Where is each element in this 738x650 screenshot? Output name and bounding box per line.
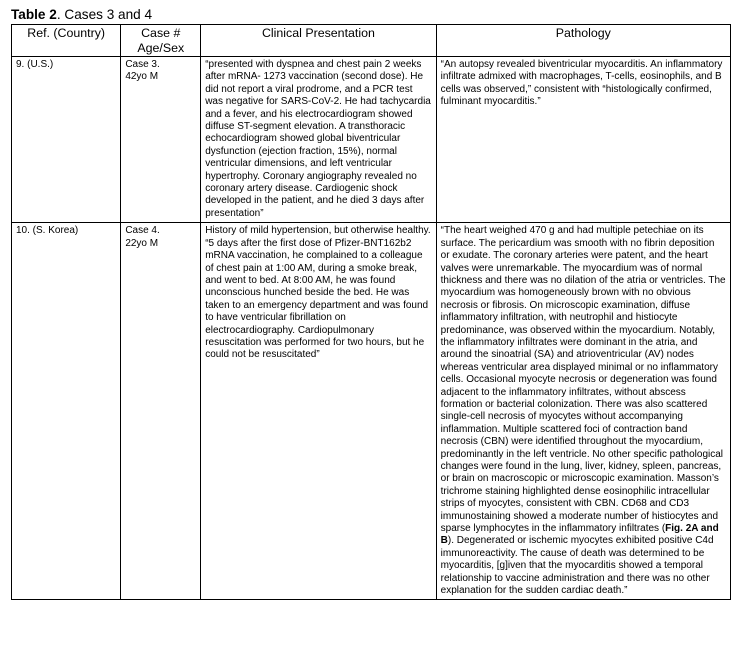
table-caption-text: . Cases 3 and 4 (56, 7, 153, 22)
header-case-line2: Age/Sex (137, 40, 185, 55)
cell-pathology (436, 223, 730, 600)
table-row (12, 223, 731, 600)
header-case-age-sex (121, 25, 201, 57)
pathology-text: “An autopsy revealed biventricular myocarditis. An inflammatory infiltrate admixed with macrophages, T-cells, eosinophils, and B cells was observed,” consistent with “histologically confirmed, fulminant myocarditis.” (440, 59, 723, 108)
cell-case-number: Case 4. (125, 225, 160, 237)
header-ref-country: Ref. (Country) (12, 25, 121, 57)
cell-ref: 9. (U.S.) (12, 57, 121, 223)
header-case-line1: Case # (141, 26, 181, 40)
cell-age-sex: 22yo M (125, 237, 159, 249)
table-caption (11, 6, 738, 24)
cell-ref: 10. (S. Korea) (12, 223, 121, 600)
cases-table (11, 24, 731, 600)
cell-clinical-presentation: “presented with dyspnea and chest pain 2 weeks after mRNA- 1273 vaccination (second dose). He did not report a viral prodrome, and a PCR test was negative for SARS-CoV-2. He had tachycardia and a fever, and his electrocardiogram showed diffuse ST-segment elevation. A transthoracic echocardiogram showed global biventricular dysfunction (ejection fraction, 15%), normal ventricular dimensions, and left ventricular hypertrophy. Coronary angiography revealed no coronary artery disease. Cardiogenic shock developed in the patient, and he died 3 days after presentation” (201, 57, 436, 223)
cell-clinical-presentation: History of mild hypertension, but otherwise healthy. “5 days after the first dose of Pfizer-BNT162b2 mRNA vaccination, he complained to a colleague of chest pain at 1:00 AM, during a smoke break, and went to bed. At 8:00 AM, he was found unconscious hunched beside the bed. He was taken to an emergency department and was found to have ventricular fibrillation on electrocardiography. Cardiopulmonary resuscitation was performed for two hours, but he could not be resuscitated” (201, 223, 436, 600)
pathology-text: “The heart weighed 470 g and had multiple petechiae on its surface. The pericardium was smooth with no fibrin deposition or exudate. The coronary arteries were patent, and the heart valves were unremarkable. The myocardium was of normal thickness and there was no dilation of the atria or ventricles. The myocardium was homogeneously brown with no obvious necrosis or fibrosis. On microscopic examination, diffuse inflammatory infiltration, with neutrophil and histiocyte predominance, was observed within the myocardium. Notably, the inflammatory infiltrates were dominant in the atria, and around the sinoatrial (SA) and atrioventricular (AV) nodes whereas ventricular area displayed minimal or no inflammatory cells. Occasional myocyte necrosis or degeneration was found adjacent to the inflammatory infiltrates, without abscess formation or bacterial colonization. There was also scattered single-cell necrosis of myocytes without accompanying inflammation. Multiple scattered foci of contraction band necrosis (CBN) were identified throughout the myocardium, predominantly in the left ventricle. No other specific pathological changes were found in the lung, liver, kidney, spleen, pancreas, or brain on macroscopic or microscopic examination. Masson’s trichrome staining highlighted dense eosinophilic intracellular strips of myocytes, consistent with CBN. CD68 and CD3 immunostaining showed a moderate number of histiocytes and sparse lymphocytes in the inflammatory infiltrates ( (440, 225, 726, 535)
table-caption-label: Table 2 (11, 7, 57, 22)
pathology-text-continued: ). Degenerated or ischemic myocytes exhibited positive C4d immunoreactivity. The cause of death was determined to be myocarditis, [g]iven that the myocarditis showed a temporal relationship to vaccine administration and there was no other explanation for the sudden cardiac death.” (440, 535, 714, 597)
cell-pathology (436, 57, 730, 223)
cell-case (121, 57, 201, 223)
table-row (12, 57, 731, 223)
cell-case-number: Case 3. (125, 59, 160, 70)
header-clinical-presentation: Clinical Presentation (201, 25, 436, 57)
cell-age-sex: 42yo M (125, 71, 159, 83)
pathology-figure-reference: Fig. 2A and B (440, 523, 719, 547)
table-header-row (12, 25, 731, 57)
header-pathology: Pathology (436, 25, 730, 57)
cell-case (121, 223, 201, 600)
